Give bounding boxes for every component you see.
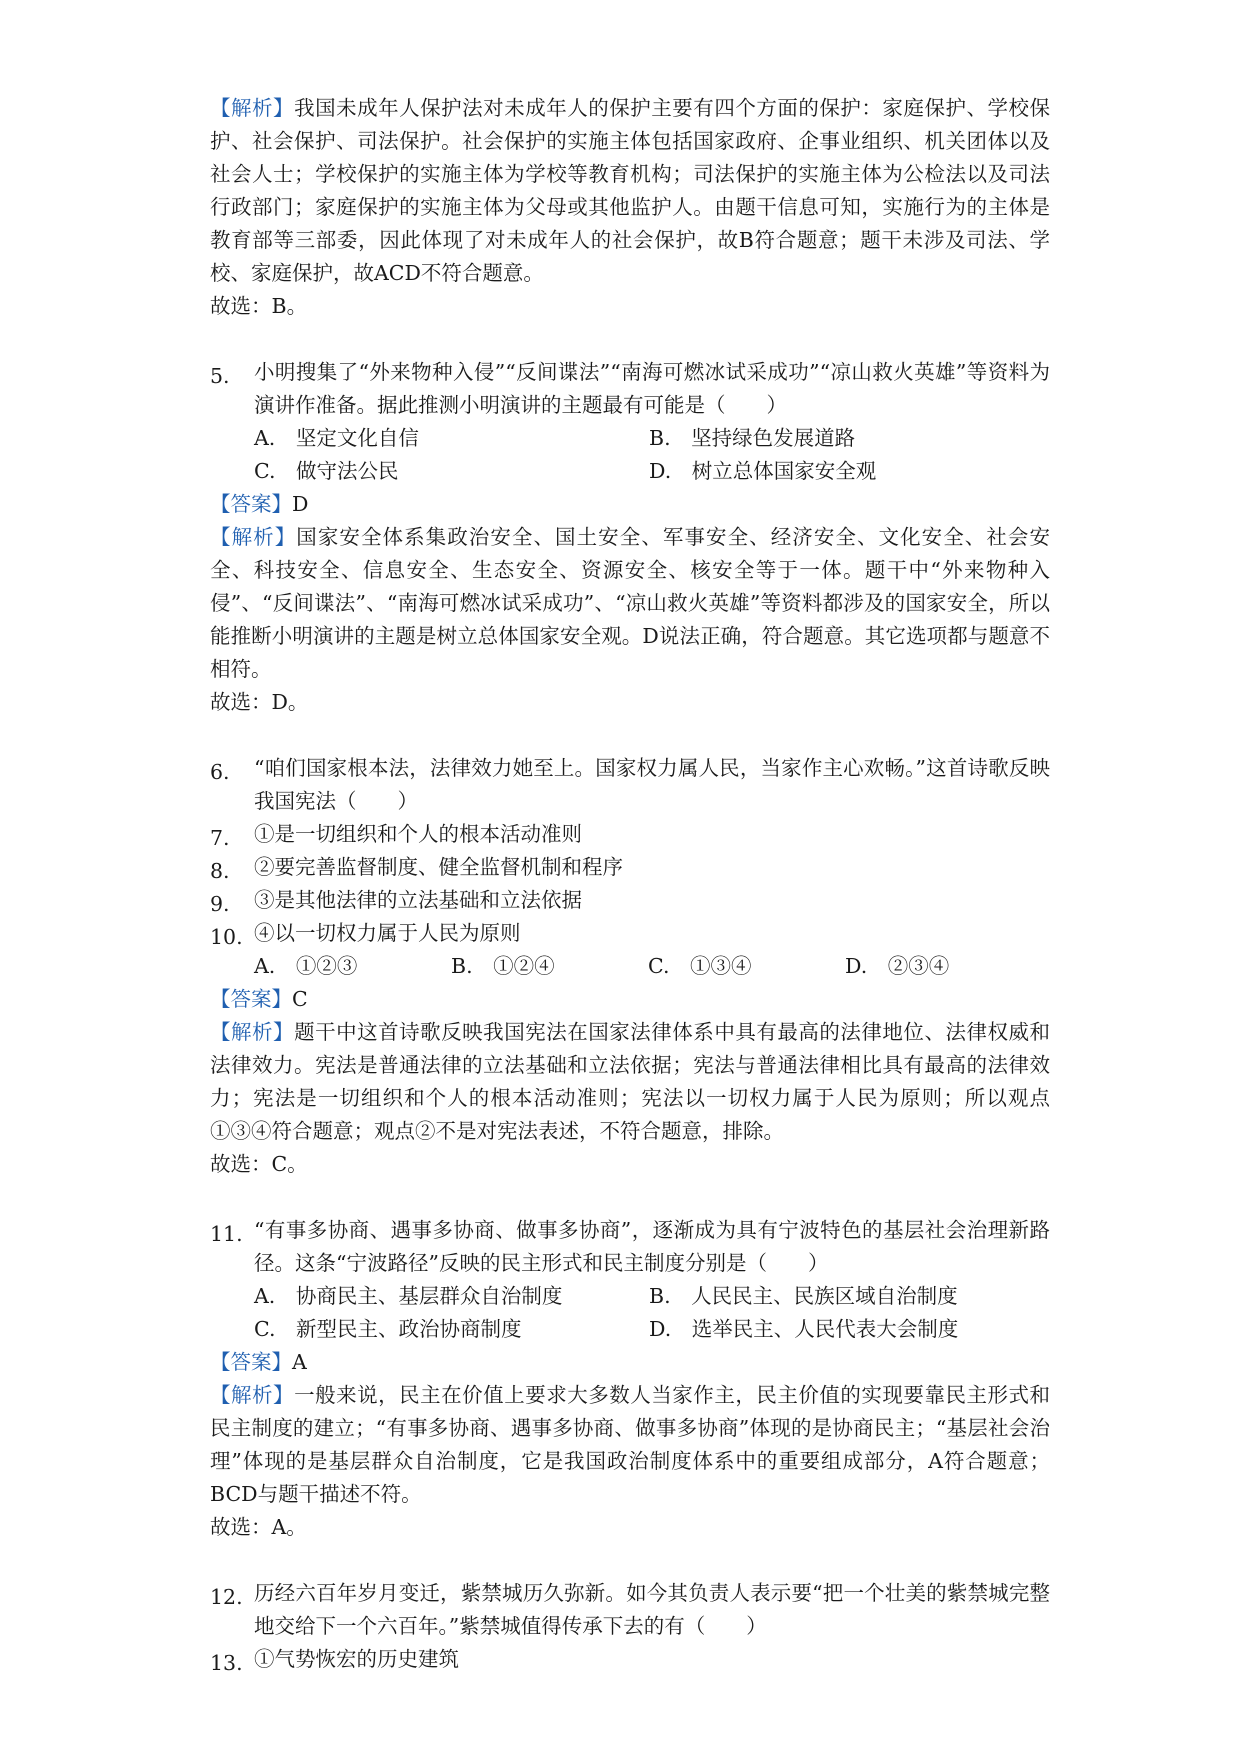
q6-option-a: A. ①②③ (254, 954, 358, 978)
q6-item (210, 884, 1050, 917)
q11-options (210, 1280, 1050, 1346)
item-text: ③是其他法律的立法基础和立法依据 (254, 888, 582, 912)
q5-answer-value: D (292, 492, 309, 516)
document-content (210, 92, 1050, 1676)
item-number: 13. (210, 1651, 243, 1675)
q4-analysis-text: 我国未成年人保护法对未成年人的保护主要有四个方面的保护：家庭保护、学校保护、社会保护、司法保护。社会保护的实施主体包括国家政府、企事业组织、机关团体以及社会人士；学校保护的实施主体为学校等教育机构；司法保护的实施主体为公检法以及司法行政部门；家庭保护的实施主体为父母或其他监护人。由题干信息可知，实施行为的主体是教育部等三部委，因此体现了对未成年人的社会保护，故B符合题意；题干未涉及司法、学校、家庭保护，故ACD不符合题意。 (210, 96, 1051, 285)
analysis-tag: 【解析】 (210, 525, 297, 549)
q6-number: 6. (210, 760, 230, 784)
q5-stem-text: 小明搜集了“外来物种入侵”“反间谍法”“南海可燃冰试采成功”“凉山救火英雄”等资料为演讲作准备。据此推测小明演讲的主题最有可能是（ ） (254, 360, 1050, 417)
item-text: ①气势恢宏的历史建筑 (254, 1647, 459, 1671)
q11-option-d: D. 选举民主、人民代表大会制度 (649, 1317, 959, 1341)
q11-option-b: B. 人民民主、民族区域自治制度 (649, 1284, 958, 1308)
q5-answer (210, 488, 1050, 521)
q11-number: 11. (210, 1222, 243, 1246)
q5-option-b: B. 坚持绿色发展道路 (649, 426, 856, 450)
q6-analysis (210, 1016, 1050, 1148)
q5-stem (210, 356, 1050, 422)
q5-options (210, 422, 1050, 488)
q6-stem-text: “咱们国家根本法，法律效力她至上。国家权力属人民，当家作主心欢畅。”这首诗歌反映我国宪法（ ） (254, 756, 1050, 813)
q4-choice: 故选：B。 (210, 294, 308, 318)
q5-option-c: C. 做守法公民 (254, 459, 399, 483)
item-number: 9. (210, 892, 230, 916)
q11-answer-value: A (292, 1350, 307, 1374)
analysis-tag: 【解析】 (210, 1020, 295, 1044)
answer-tag: 【答案】 (210, 987, 292, 1011)
spacer (210, 323, 1050, 356)
q6-stem (210, 752, 1050, 818)
spacer (210, 1181, 1050, 1214)
q11-analysis-text: 一般来说，民主在价值上要求大多数人当家作主，民主价值的实现要靠民主形式和民主制度的建立；“有事多协商、遇事多协商、做事多协商”体现的是协商民主；“基层社会治理”体现的是基层群众自治制度，它是我国政治制度体系中的重要组成部分，A符合题意；BCD与题干描述不符。 (210, 1383, 1051, 1506)
q6-option-b: B. ①②④ (451, 954, 555, 978)
q6-item (210, 851, 1050, 884)
q6-options (210, 950, 1050, 983)
q11-option-a: A. 协商民主、基层群众自治制度 (254, 1284, 563, 1308)
item-text: ②要完善监督制度、健全监督机制和程序 (254, 855, 623, 879)
q6-analysis-text: 题干中这首诗歌反映我国宪法在国家法律体系中具有最高的法律地位、法律权威和法律效力。宪法是普通法律的立法基础和立法依据；宪法与普通法律相比具有最高的法律效力；宪法是一切组织和个人的根本活动准则；宪法以一切权力属于人民为原则；所以观点①③④符合题意；观点②不是对宪法表述，不符合题意，排除。 (210, 1020, 1051, 1143)
analysis-tag: 【解析】 (210, 1383, 295, 1407)
spacer (210, 719, 1050, 752)
item-number: 8. (210, 859, 230, 883)
q6-choice: 故选：C。 (210, 1152, 308, 1176)
q11-answer (210, 1346, 1050, 1379)
q6-option-d: D. ②③④ (845, 954, 950, 978)
q12-stem (210, 1577, 1050, 1643)
item-text: ①是一切组织和个人的根本活动准则 (254, 822, 582, 846)
answer-tag: 【答案】 (210, 1350, 292, 1374)
answer-tag: 【答案】 (210, 492, 292, 516)
q12-item (210, 1643, 1050, 1676)
q6-option-c: C. ①③④ (648, 954, 752, 978)
q5-option-a: A. 坚定文化自信 (254, 426, 419, 450)
q11-stem (210, 1214, 1050, 1280)
q5-number: 5. (210, 364, 230, 388)
q6-answer (210, 983, 1050, 1016)
analysis-tag: 【解析】 (210, 96, 295, 120)
q12-stem-text: 历经六百年岁月变迁，紫禁城历久弥新。如今其负责人表示要“把一个壮美的紫禁城完整地交给下一个六百年。”紫禁城值得传承下去的有（ ） (254, 1581, 1050, 1638)
spacer (210, 1544, 1050, 1577)
item-number: 10. (210, 925, 243, 949)
q6-item (210, 917, 1050, 950)
q11-choice: 故选：A。 (210, 1515, 307, 1539)
item-text: ④以一切权力属于人民为原则 (254, 921, 521, 945)
q5-analysis (210, 521, 1050, 686)
q6-answer-value: C (292, 987, 308, 1011)
q5-analysis-text: 国家安全体系集政治安全、国土安全、军事安全、经济安全、文化安全、社会安全、科技安全、信息安全、生态安全、资源安全、核安全等于一体。题干中“外来物种入侵”、“反间谍法”、“南海可燃冰试采成功”、“凉山救火英雄”等资料都涉及的国家安全，所以能推断小明演讲的主题是树立总体国家安全观。D说法正确，符合题意。其它选项都与题意不相符。 (210, 525, 1051, 681)
q5-choice: 故选：D。 (210, 690, 309, 714)
q5-option-d: D. 树立总体国家安全观 (649, 459, 877, 483)
q6-item (210, 818, 1050, 851)
q12-number: 12. (210, 1585, 243, 1609)
q11-analysis (210, 1379, 1050, 1511)
item-number: 7. (210, 826, 230, 850)
q4-analysis (210, 92, 1050, 290)
q11-option-c: C. 新型民主、政治协商制度 (254, 1317, 522, 1341)
q11-stem-text: “有事多协商、遇事多协商、做事多协商”，逐渐成为具有宁波特色的基层社会治理新路径。这条“宁波路径”反映的民主形式和民主制度分别是（ ） (254, 1218, 1050, 1275)
